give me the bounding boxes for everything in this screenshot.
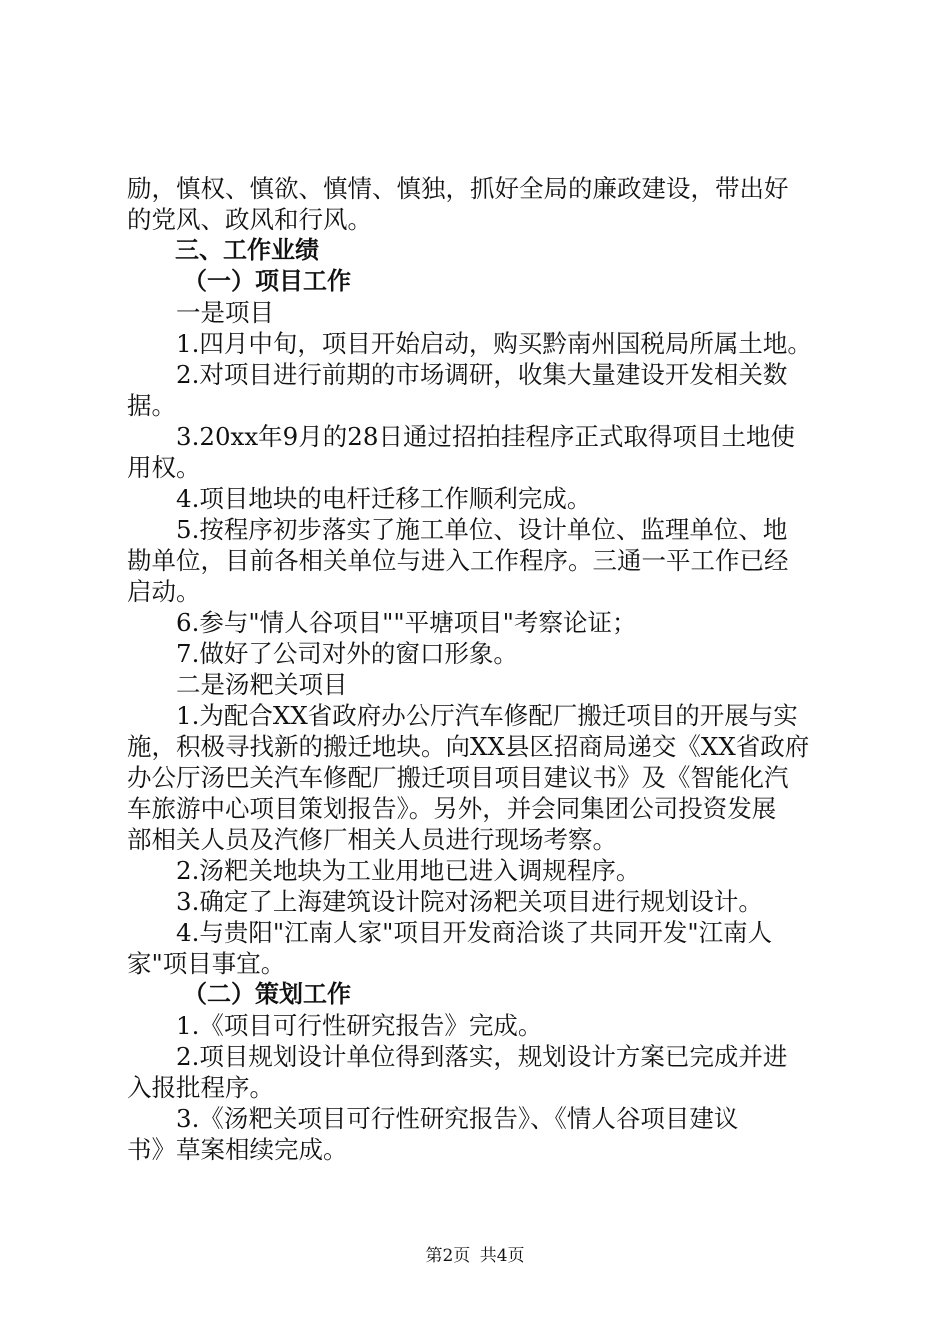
subsection-heading: （二）策划工作 [183, 980, 351, 1008]
list-item: 4.项目地块的电杆迁移工作顺利完成。 [176, 484, 592, 513]
paragraph-line: 车旅游中心项目策划报告》。另外，并会同集团公司投资发展 [127, 794, 777, 823]
paragraph-line: 据。 [127, 391, 176, 420]
list-item: 3.确定了上海建筑设计院对汤粑关项目进行规划设计。 [176, 887, 763, 916]
list-item: 3.《汤粑关项目可行性研究报告》、《情人谷项目建议 [176, 1104, 739, 1133]
paragraph-line: 入报批程序。 [127, 1073, 274, 1102]
paragraph-line: 用权。 [127, 453, 201, 482]
paragraph-line: 勘单位，目前各相关单位与进入工作程序。三通一平工作已经 [127, 546, 789, 575]
list-item: 2.汤粑关地块为工业用地已进入调规程序。 [176, 856, 641, 885]
paragraph-line: 二是汤粑关项目 [176, 670, 348, 699]
list-item: 2.项目规划设计单位得到落实，规划设计方案已完成并进 [176, 1042, 788, 1071]
paragraph-line: 施，积极寻找新的搬迁地块。向XX县区招商局递交《XX省政府 [127, 732, 810, 761]
subsection-heading: （一）项目工作 [183, 267, 351, 295]
paragraph-line: 办公厅汤巴关汽车修配厂搬迁项目项目建议书》及《智能化汽 [127, 763, 789, 792]
section-heading: 三、工作业绩 [175, 236, 319, 264]
paragraph-line: 部相关人员及汽修厂相关人员进行现场考察。 [127, 825, 617, 854]
paragraph-line: 一是项目 [176, 298, 274, 327]
paragraph-line: 家"项目事宜。 [127, 949, 286, 978]
list-item: 2.对项目进行前期的市场调研，收集大量建设开发相关数 [176, 360, 788, 389]
page-number: 第2页 共4页 [425, 1246, 525, 1266]
page-footer [0, 1241, 950, 1266]
list-item: 4.与贵阳"江南人家"项目开发商洽谈了共同开发"江南人 [176, 918, 773, 947]
list-item: 1.四月中旬，项目开始启动，购买黔南州国税局所属土地。 [176, 329, 812, 358]
list-item: 5.按程序初步落实了施工单位、设计单位、监理单位、地 [176, 515, 788, 544]
list-item: 1.《项目可行性研究报告》完成。 [176, 1011, 543, 1040]
paragraph-line: 书》草案相续完成。 [127, 1135, 348, 1164]
list-item: 3.20xx年9月的28日通过招拍挂程序正式取得项目土地使 [176, 422, 795, 451]
list-item: 1.为配合XX省政府办公厅汽车修配厂搬迁项目的开展与实 [176, 701, 798, 730]
paragraph-line: 启动。 [127, 577, 201, 606]
document-body [127, 173, 833, 1165]
paragraph-line: 的党风、政风和行风。 [127, 205, 372, 234]
list-item: 6.参与"情人谷项目""平塘项目"考察论证； [176, 608, 637, 637]
list-item: 7.做好了公司对外的窗口形象。 [176, 639, 518, 668]
paragraph-line: 励，慎权、慎欲、慎情、慎独，抓好全局的廉政建设，带出好 [127, 174, 789, 203]
